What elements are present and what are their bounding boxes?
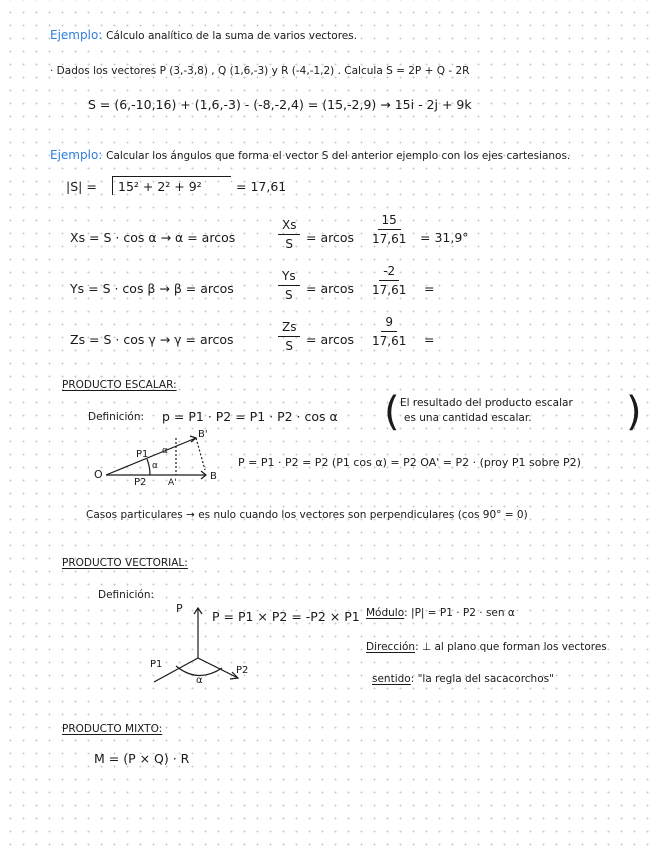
x-angle-result: = 31,9° — [420, 230, 469, 245]
modulus-radicand: 15² + 2² + 9² — [118, 179, 202, 194]
sentido-label: sentido — [372, 673, 411, 685]
escalar-def-formula: p = P1 · P2 = P1 · P2 · cos α — [162, 409, 338, 424]
modulus-lhs: |S| = — [66, 179, 97, 194]
point-o-label: O — [94, 468, 103, 481]
y-arcos-label: = arcos — [306, 281, 355, 296]
example1-title: Cálculo analítico de la suma de varios vectores. — [106, 30, 358, 42]
vector-p1-cross-label: P1 — [150, 659, 163, 670]
example1-solution: S = (6,-10,16) + (1,6,-3) - (-8,-2,4) = (15,-2,9) → 15i - 2j + 9k — [88, 97, 472, 112]
escalar-particular: Casos particulares → es nulo cuando los vectores son perpendiculares (cos 90° = 0) — [86, 509, 528, 521]
mixto-heading: PRODUCTO MIXTO: — [62, 723, 163, 735]
direccion-row — [366, 640, 607, 654]
escalar-def-label: Definición: — [88, 411, 145, 423]
example2-label: Ejemplo: — [50, 148, 103, 162]
direccion-value: : ⊥ al plano que forman los vectores — [415, 641, 607, 653]
modulo-value: : |P| = P1 · P2 · sen α — [404, 607, 515, 619]
example1-label: Ejemplo: — [50, 28, 103, 42]
angle-alpha-top-label: α — [162, 446, 168, 456]
escalar-heading: PRODUCTO ESCALAR: — [62, 379, 177, 391]
vectorial-heading: PRODUCTO VECTORIAL: — [62, 557, 188, 569]
vectorial-def-label: Definición: — [98, 589, 155, 601]
direccion-label: Dirección — [366, 641, 416, 653]
escalar-projection: P = P1 · P2 = P2 (P1 cos α) = P2 OA' = P2 · (proy P1 sobre P2) — [238, 456, 581, 469]
escalar-note-line1: El resultado del producto escalar — [400, 397, 573, 409]
vector-p2-label: P2 — [134, 477, 147, 488]
y-ratio-num: Ys — [278, 269, 300, 286]
z-ratio-den: S — [285, 339, 294, 353]
z-arcos-label: = arcos — [306, 332, 355, 347]
escalar-note-line2: es una cantidad escalar. — [404, 412, 532, 424]
point-a-prime-label: A' — [168, 478, 177, 488]
x-arcos-label: = arcos — [306, 230, 355, 245]
x-ratio-num: Xs — [278, 218, 300, 235]
modulo-label: Módulo — [366, 607, 405, 619]
vector-p2-cross-label: P2 — [236, 665, 249, 676]
y-value-den: 17,61 — [372, 283, 407, 297]
x-angle-prefix: Xs = S · cos α → α = arcos — [70, 230, 236, 245]
angle-alpha-cross-label: α — [196, 675, 203, 686]
z-value-den: 17,61 — [372, 334, 407, 348]
x-value-num: 15 — [378, 213, 401, 230]
modulus-result: = 17,61 — [236, 179, 287, 194]
vector-p-label: P — [176, 602, 183, 615]
note-left-paren: ( — [384, 389, 400, 435]
angle-alpha-label: α — [152, 461, 158, 471]
x-value-den: 17,61 — [372, 232, 407, 246]
y-ratio-den: S — [284, 288, 293, 302]
example2-title: Calcular los ángulos que forma el vector S del anterior ejemplo con los ejes cartesianos. — [106, 150, 571, 162]
modulo-row — [366, 606, 515, 620]
z-value-num: 9 — [381, 315, 397, 332]
mixto-formula: M = (P × Q) · R — [94, 751, 190, 766]
y-angle-prefix: Ys = S · cos β → β = arcos — [70, 281, 234, 296]
sentido-row — [372, 672, 554, 686]
z-angle-result: = — [424, 332, 435, 347]
z-angle-prefix: Zs = S · cos γ → γ = arcos — [70, 332, 234, 347]
note-right-paren: ) — [626, 389, 642, 435]
sentido-value: : "la regla del sacacorchos" — [410, 673, 554, 685]
z-ratio-num: Zs — [278, 320, 300, 337]
point-b-prime-label: B' — [198, 429, 208, 440]
vector-p1-label: P1 — [136, 449, 149, 460]
point-b-label: B — [210, 471, 217, 482]
y-angle-result: = — [424, 281, 435, 296]
y-value-num: -2 — [379, 264, 399, 281]
x-ratio-den: S — [285, 237, 294, 251]
vectorial-formula: P = P1 × P2 = -P2 × P1 — [212, 609, 360, 624]
example1-statement: · Dados los vectores P (3,-3,8) , Q (1,6,-3) y R (-4,-1,2) . Calcula S = 2P + Q - 2R — [50, 65, 470, 77]
